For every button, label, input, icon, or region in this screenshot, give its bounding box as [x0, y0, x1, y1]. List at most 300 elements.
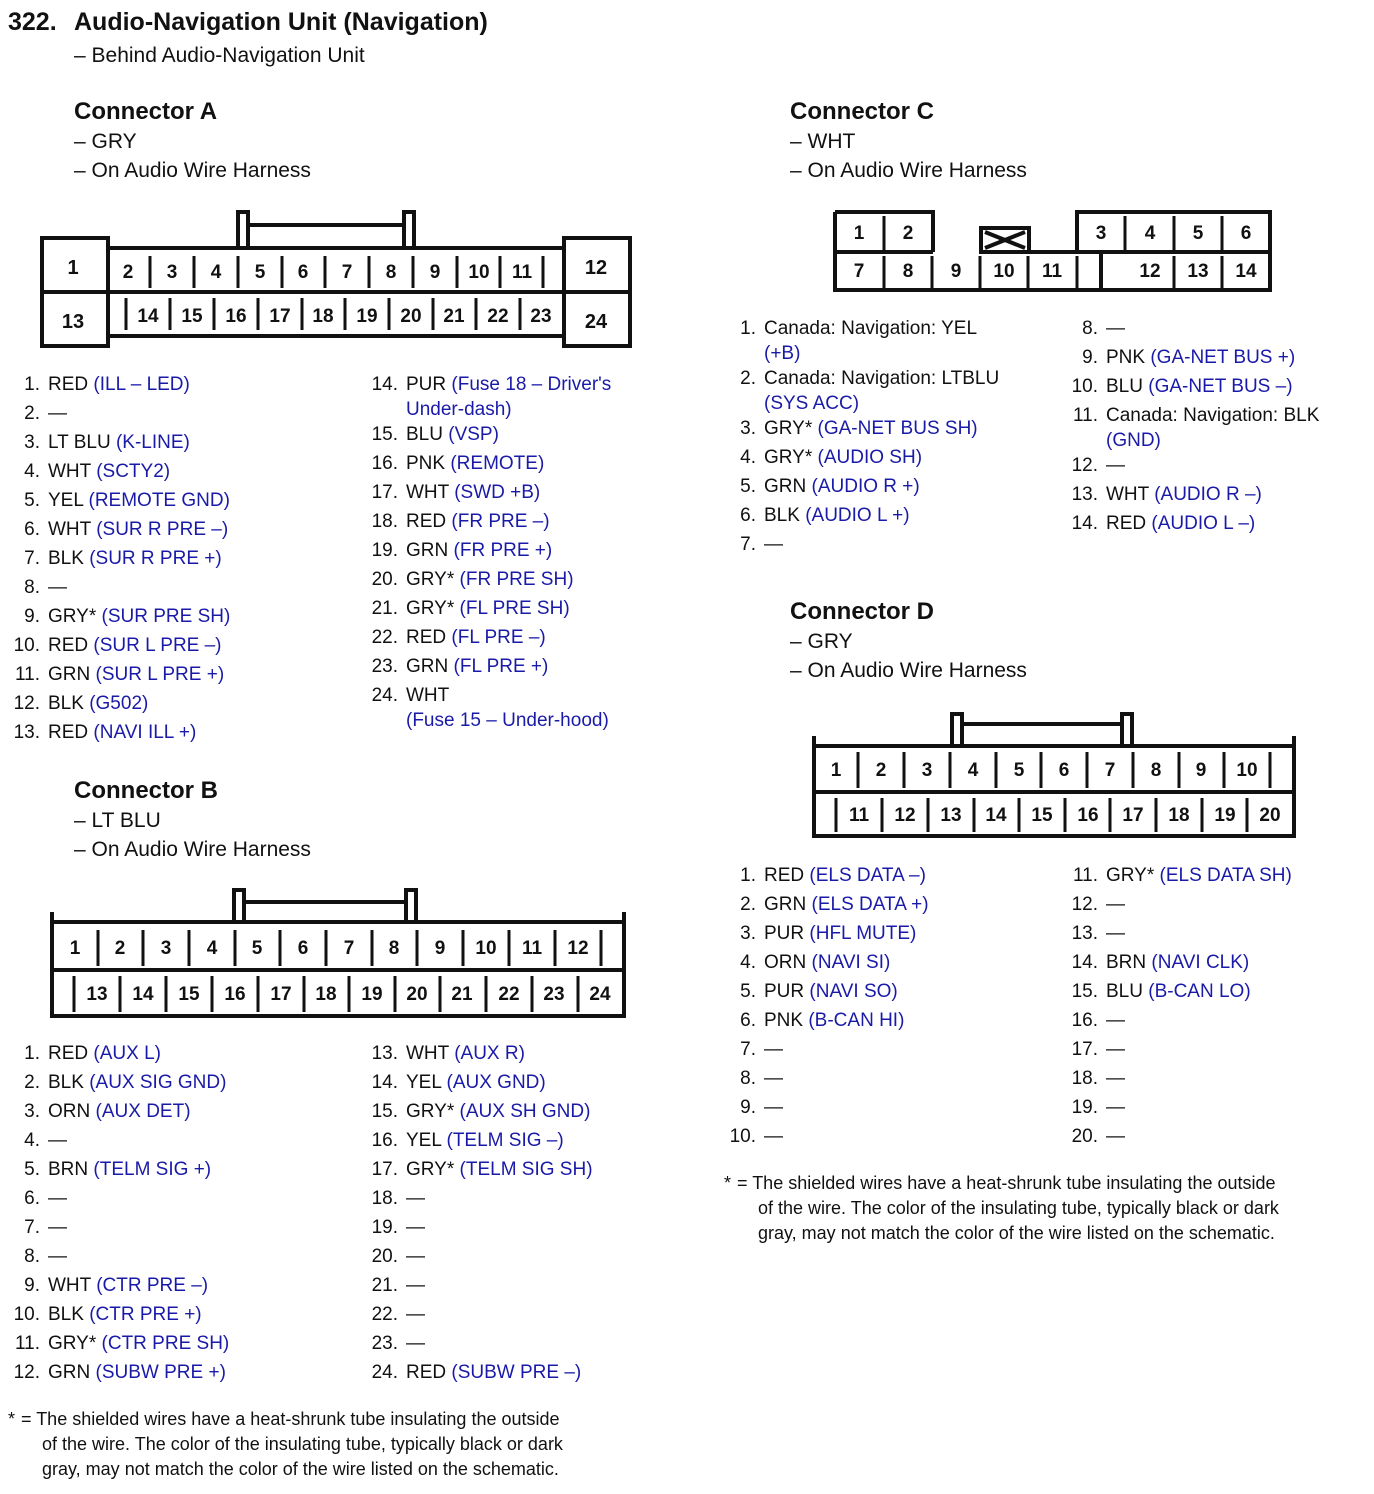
- pin-label: 2: [875, 760, 887, 781]
- pin-number: 10.: [729, 1126, 756, 1147]
- pin-label: 16: [224, 984, 246, 1005]
- wire-color: PNK: [764, 1010, 804, 1031]
- pin-row: [368, 1099, 698, 1128]
- wire-color: LT BLU: [48, 432, 111, 453]
- pin-row: [726, 979, 1056, 1008]
- pin-label: 16: [225, 306, 247, 327]
- wire-color: GRY*: [406, 569, 455, 590]
- pin-function: (AUX GND): [446, 1072, 546, 1093]
- pin-number: 2.: [24, 403, 40, 424]
- pin-label: 3: [166, 262, 178, 283]
- pin-number: 8.: [24, 577, 40, 598]
- pin-label: 2: [114, 938, 126, 959]
- wire-color: GRN: [764, 894, 807, 915]
- pin-number: 11.: [1072, 405, 1098, 426]
- pin-label: 10: [468, 262, 490, 283]
- pin-row: [10, 430, 350, 459]
- pin-row: [368, 538, 698, 567]
- pin-function: (SWD +B): [454, 482, 541, 503]
- pin-number: 6.: [24, 519, 40, 540]
- pin-number: 11.: [14, 1333, 40, 1354]
- wire-color: —: [406, 1217, 425, 1238]
- pin-row: [1068, 374, 1368, 403]
- pin-label: 8: [388, 938, 400, 959]
- pin-label: 15: [1031, 805, 1053, 826]
- pin-number: 9.: [740, 1097, 756, 1118]
- wire-color: RED: [48, 374, 89, 395]
- pin-label: 13: [61, 311, 85, 333]
- wire-color: BLK: [48, 548, 84, 569]
- pin-number: 24.: [371, 685, 398, 706]
- pin-label: 12: [567, 938, 589, 959]
- pin-row: [10, 604, 350, 633]
- wire-color: RED: [48, 1043, 89, 1064]
- pin-function-continued: (Fuse 15 – Under-hood): [406, 710, 609, 731]
- pin-row: [10, 1157, 350, 1186]
- pin-label: 7: [853, 261, 865, 282]
- pin-label: 18: [312, 306, 334, 327]
- pin-number: 1.: [24, 374, 40, 395]
- pin-label: 18: [1168, 805, 1190, 826]
- wire-color: WHT: [406, 685, 450, 706]
- pin-row: [10, 1128, 350, 1157]
- pin-function: (FR PRE SH): [459, 569, 574, 590]
- wire-color: —: [48, 1246, 67, 1267]
- pin-row: [10, 372, 350, 401]
- wire-color: GRN: [406, 540, 449, 561]
- pin-row: [368, 422, 698, 451]
- connector-c-pins-right: [1068, 316, 1368, 540]
- wire-color: —: [1106, 1068, 1125, 1089]
- wire-color: —: [48, 577, 67, 598]
- wire-color: ORN: [48, 1101, 91, 1122]
- wire-color: YEL: [406, 1072, 442, 1093]
- pin-row: [10, 1041, 350, 1070]
- wire-color: Canada: Navigation: YEL: [764, 318, 978, 339]
- wire-color: BRN: [1106, 952, 1147, 973]
- wire-color: RED: [406, 627, 447, 648]
- pin-label: 12: [584, 257, 608, 279]
- pin-function: (AUDIO R +): [811, 476, 920, 497]
- pin-row: [1068, 979, 1368, 1008]
- pin-row: [368, 654, 698, 683]
- pin-number: 12.: [1071, 455, 1098, 476]
- wire-color: GRN: [48, 664, 91, 685]
- wire-color: —: [1106, 1126, 1125, 1147]
- pin-function: (ELS DATA –): [809, 865, 926, 886]
- pin-row: [726, 316, 1056, 366]
- pin-row: [1068, 950, 1368, 979]
- wire-color: PNK: [1106, 347, 1146, 368]
- connector-a-location: – On Audio Wire Harness: [74, 159, 311, 182]
- pin-number: 13.: [371, 1043, 398, 1064]
- wire-color: —: [764, 1068, 783, 1089]
- wire-color: —: [48, 1188, 67, 1209]
- pin-label: 8: [385, 262, 397, 283]
- wire-color: —: [406, 1304, 425, 1325]
- connector-c-title: Connector C: [790, 98, 934, 125]
- pin-row: [368, 1041, 698, 1070]
- pin-label: 14: [1235, 261, 1257, 282]
- pin-function: (GA-NET BUS SH): [817, 418, 978, 439]
- pin-number: 19.: [371, 1217, 398, 1238]
- pin-function: (ILL – LED): [93, 374, 190, 395]
- pin-label: 5: [254, 262, 266, 283]
- wire-color: BLK: [764, 505, 800, 526]
- wire-color: RED: [764, 865, 805, 886]
- pin-function: (SUR R PRE +): [89, 548, 222, 569]
- pin-label: 12: [1139, 261, 1161, 282]
- pin-number: 7.: [740, 1039, 756, 1060]
- wire-color: GRN: [48, 1362, 91, 1383]
- connector-c-location: – On Audio Wire Harness: [790, 159, 1027, 182]
- wire-color: —: [48, 1217, 67, 1238]
- pin-number: 14.: [1071, 952, 1098, 973]
- connector-b-pins-right: [368, 1041, 698, 1389]
- pin-label: 20: [1259, 805, 1281, 826]
- connector-b-color: – LT BLU: [74, 809, 161, 832]
- pin-row: [368, 1244, 698, 1273]
- footnote-right: [724, 1171, 1369, 1246]
- pin-row: [726, 416, 1056, 445]
- pin-row: [1068, 1095, 1368, 1124]
- pin-function: (G502): [89, 693, 149, 714]
- pin-row: [1068, 511, 1368, 540]
- pin-label: 23: [530, 306, 552, 327]
- pin-number: 3.: [24, 432, 40, 453]
- pin-number: 5.: [24, 1159, 40, 1180]
- pin-number: 8.: [740, 1068, 756, 1089]
- footnote-line-1: = The shielded wires have a heat-shrunk tube insulating the outside: [21, 1409, 560, 1429]
- wire-color: —: [1106, 1039, 1125, 1060]
- pin-label: 9: [950, 261, 962, 282]
- pin-row: [368, 1215, 698, 1244]
- wire-color: GRN: [764, 476, 807, 497]
- wire-color: WHT: [406, 1043, 449, 1064]
- wire-color: —: [764, 1097, 783, 1118]
- connector-d-location: – On Audio Wire Harness: [790, 659, 1027, 682]
- pin-row: [726, 503, 1056, 532]
- pin-number: 4.: [24, 1130, 40, 1151]
- pin-number: 12.: [13, 693, 40, 714]
- pin-row: [726, 1008, 1056, 1037]
- wire-color: —: [1106, 894, 1125, 915]
- pin-label: 5: [1192, 223, 1204, 244]
- wire-color: GRY*: [764, 418, 813, 439]
- pin-number: 1.: [740, 865, 756, 886]
- pin-row: [10, 633, 350, 662]
- pin-row: [368, 1331, 698, 1360]
- pin-row: [368, 1157, 698, 1186]
- pin-row: [368, 625, 698, 654]
- pin-number: 14.: [371, 374, 398, 395]
- wire-color: WHT: [406, 482, 449, 503]
- pin-function: (SUBW PRE +): [95, 1362, 226, 1383]
- pin-label: 8: [1150, 760, 1162, 781]
- pin-number: 3.: [740, 418, 756, 439]
- pin-number: 24.: [371, 1362, 398, 1383]
- wire-color: —: [1106, 1097, 1125, 1118]
- pin-number: 22.: [371, 1304, 398, 1325]
- pin-function: (FR PRE –): [451, 511, 550, 532]
- wire-color: Canada: Navigation: LTBLU: [764, 368, 1000, 389]
- pin-row: [10, 1215, 350, 1244]
- pin-number: 20.: [371, 1246, 398, 1267]
- pin-number: 11.: [1072, 865, 1098, 886]
- pin-row: [726, 1066, 1056, 1095]
- pin-number: 16.: [1071, 1010, 1098, 1031]
- pin-function: (CTR PRE –): [96, 1275, 209, 1296]
- connector-a-pins-left: [10, 372, 350, 749]
- pin-row: [10, 1244, 350, 1273]
- wire-color: BRN: [48, 1159, 89, 1180]
- pin-label: 4: [210, 262, 222, 283]
- pin-number: 3.: [740, 923, 756, 944]
- pin-label: 5: [251, 938, 263, 959]
- pin-row: [10, 1273, 350, 1302]
- pin-function: (NAVI CLK): [1151, 952, 1250, 973]
- pin-number: 7.: [24, 1217, 40, 1238]
- wire-color: GRY*: [48, 606, 97, 627]
- pin-number: 1.: [740, 318, 756, 339]
- pin-function: (REMOTE): [450, 453, 545, 474]
- pin-function: (AUDIO L –): [1151, 513, 1256, 534]
- pin-label: 7: [341, 262, 353, 283]
- pin-function: (REMOTE GND): [88, 490, 230, 511]
- pin-label: 2: [902, 223, 914, 244]
- pin-label: 10: [1236, 760, 1258, 781]
- pin-label: 7: [343, 938, 355, 959]
- pin-number: 9.: [1082, 347, 1098, 368]
- pin-row: [726, 474, 1056, 503]
- pin-function-continued: (SYS ACC): [764, 393, 860, 414]
- pin-row: [726, 921, 1056, 950]
- pin-label: 4: [967, 760, 979, 781]
- pin-number: 4.: [740, 952, 756, 973]
- pin-row: [10, 691, 350, 720]
- wire-color: PNK: [406, 453, 446, 474]
- pin-number: 6.: [740, 505, 756, 526]
- pin-label: 4: [1144, 223, 1156, 244]
- connector-c-pins-left: [726, 316, 1056, 561]
- pin-label: 21: [443, 306, 465, 327]
- pin-label: 2: [122, 262, 134, 283]
- pin-number: 19.: [1071, 1097, 1098, 1118]
- pin-row: [10, 1302, 350, 1331]
- pin-label: 13: [86, 984, 108, 1005]
- pin-function: (FL PRE +): [453, 656, 549, 677]
- connector-a-title: Connector A: [74, 98, 218, 125]
- connector-d-pins-left: [726, 863, 1056, 1153]
- pin-function: (FL PRE –): [451, 627, 546, 648]
- pin-label: 9: [429, 262, 441, 283]
- pin-label: 9: [1195, 760, 1207, 781]
- pin-row: [10, 575, 350, 604]
- pin-function: (SCTY2): [96, 461, 171, 482]
- pin-function: (FL PRE SH): [459, 598, 570, 619]
- pin-function-continued: (+B): [764, 343, 801, 364]
- pin-label: 10: [993, 261, 1015, 282]
- footnote-star: *: [8, 1409, 16, 1429]
- pin-row: [368, 1273, 698, 1302]
- pin-label: 11: [521, 938, 543, 959]
- pin-row: [368, 1070, 698, 1099]
- wire-color: —: [764, 1039, 783, 1060]
- wire-color: YEL: [406, 1130, 442, 1151]
- pin-row: [1068, 482, 1368, 511]
- wire-color: —: [48, 1130, 67, 1151]
- pin-function: (SUR PRE SH): [101, 606, 231, 627]
- wire-color: ORN: [764, 952, 807, 973]
- pin-row: [1068, 1124, 1368, 1153]
- pin-number: 14.: [1071, 513, 1098, 534]
- pin-row: [726, 366, 1056, 416]
- pin-label: 24: [584, 311, 608, 333]
- pin-number: 10.: [1071, 376, 1098, 397]
- connector-a-pins-right: [368, 372, 698, 733]
- pin-row: [1068, 316, 1368, 345]
- pin-number: 23.: [371, 656, 398, 677]
- wire-color: PUR: [406, 374, 447, 395]
- pin-label: 1: [830, 760, 842, 781]
- pin-number: 9.: [24, 1275, 40, 1296]
- pin-function: (AUDIO R –): [1154, 484, 1262, 505]
- pin-row: [1068, 1066, 1368, 1095]
- pin-function: (AUX SIG GND): [89, 1072, 227, 1093]
- pin-number: 6.: [24, 1188, 40, 1209]
- pin-row: [10, 401, 350, 430]
- pin-row: [1068, 453, 1368, 482]
- pin-number: 12.: [1071, 894, 1098, 915]
- wire-color: BLK: [48, 693, 84, 714]
- pin-function: (NAVI ILL +): [93, 722, 197, 743]
- pin-row: [726, 950, 1056, 979]
- pin-function: (ELS DATA SH): [1159, 865, 1292, 886]
- pin-row: [368, 683, 698, 733]
- pin-label: 20: [400, 306, 422, 327]
- wire-color: —: [764, 534, 783, 555]
- wire-color: GRY*: [1106, 865, 1155, 886]
- pin-row: [368, 480, 698, 509]
- pin-label: 6: [297, 938, 309, 959]
- pin-label: 14: [985, 805, 1007, 826]
- pin-function: (K-LINE): [115, 432, 190, 453]
- wire-color: WHT: [48, 519, 91, 540]
- pin-function-continued: (GND): [1106, 430, 1161, 451]
- pin-row: [368, 451, 698, 480]
- wire-color: PUR: [764, 923, 805, 944]
- pin-label: 11: [511, 262, 533, 283]
- pin-label: 23: [543, 984, 565, 1005]
- wire-color: —: [1106, 318, 1125, 339]
- wire-color: RED: [1106, 513, 1147, 534]
- pin-number: 15.: [1071, 981, 1098, 1002]
- pin-number: 14.: [371, 1072, 398, 1093]
- pin-function: (TELM SIG +): [93, 1159, 212, 1180]
- pin-function: (ELS DATA +): [811, 894, 929, 915]
- wire-color: RED: [406, 511, 447, 532]
- pin-label: 1: [69, 938, 81, 959]
- wire-color: —: [406, 1246, 425, 1267]
- pin-number: 15.: [371, 424, 398, 445]
- pin-function: (AUX L): [93, 1043, 161, 1064]
- pin-row: [368, 1128, 698, 1157]
- wire-color: GRY*: [764, 447, 813, 468]
- connector-a-color: – GRY: [74, 130, 137, 153]
- pin-number: 5.: [24, 490, 40, 511]
- pin-label: 12: [894, 805, 916, 826]
- pin-function: (SUR L PRE +): [95, 664, 225, 685]
- unit-location: – Behind Audio-Navigation Unit: [74, 44, 365, 67]
- connector-b-title: Connector B: [74, 777, 218, 804]
- pin-label: 17: [270, 984, 292, 1005]
- pin-label: 17: [269, 306, 291, 327]
- pin-number: 2.: [740, 894, 756, 915]
- pin-label: 22: [498, 984, 520, 1005]
- pin-row: [10, 1186, 350, 1215]
- pin-label: 7: [1104, 760, 1116, 781]
- pin-number: 21.: [371, 598, 398, 619]
- pin-function: (VSP): [448, 424, 499, 445]
- pin-label: 24: [589, 984, 611, 1005]
- pin-number: 4.: [740, 447, 756, 468]
- pin-label: 11: [1041, 261, 1063, 282]
- pin-label: 6: [297, 262, 309, 283]
- pin-number: 8.: [1082, 318, 1098, 339]
- connector-b-location: – On Audio Wire Harness: [74, 838, 311, 861]
- wire-color: WHT: [48, 1275, 91, 1296]
- pin-label: 19: [356, 306, 378, 327]
- pin-function: (TELM SIG SH): [459, 1159, 593, 1180]
- pin-row: [368, 372, 698, 422]
- pin-number: 7.: [24, 548, 40, 569]
- pin-row: [10, 662, 350, 691]
- wire-color: Canada: Navigation: BLK: [1106, 405, 1320, 426]
- pin-row: [368, 567, 698, 596]
- pin-number: 5.: [740, 476, 756, 497]
- pin-function: (AUX SH GND): [459, 1101, 591, 1122]
- wire-color: BLU: [406, 424, 443, 445]
- footnote-line-3: gray, may not match the color of the wire listed on the schematic.: [42, 1459, 559, 1479]
- pin-label: 1: [853, 223, 865, 244]
- pin-function-continued: Under-dash): [406, 399, 512, 420]
- connector-d-color: – GRY: [790, 630, 853, 653]
- pin-label: 6: [1240, 223, 1252, 244]
- footnote-line-1: = The shielded wires have a heat-shrunk tube insulating the outside: [737, 1173, 1276, 1193]
- pin-number: 22.: [371, 627, 398, 648]
- pin-label: 11: [848, 805, 870, 826]
- pin-label: 4: [206, 938, 218, 959]
- pin-row: [10, 720, 350, 749]
- pin-function: (SUR L PRE –): [93, 635, 222, 656]
- pin-label: 8: [902, 261, 914, 282]
- footnote-line-2: of the wire. The color of the insulating tube, typically black or dark: [42, 1434, 563, 1454]
- pin-function: (NAVI SI): [811, 952, 891, 973]
- pin-label: 9: [434, 938, 446, 959]
- pin-row: [726, 1037, 1056, 1066]
- pin-label: 3: [160, 938, 172, 959]
- wire-color: RED: [406, 1362, 447, 1383]
- wire-color: PUR: [764, 981, 805, 1002]
- pin-row: [1068, 403, 1368, 453]
- pin-label: 5: [1013, 760, 1025, 781]
- pin-number: 17.: [1071, 1039, 1098, 1060]
- pin-label: 14: [137, 306, 159, 327]
- pin-row: [726, 532, 1056, 561]
- pin-number: 1.: [24, 1043, 40, 1064]
- pin-number: 15.: [371, 1101, 398, 1122]
- pin-row: [726, 892, 1056, 921]
